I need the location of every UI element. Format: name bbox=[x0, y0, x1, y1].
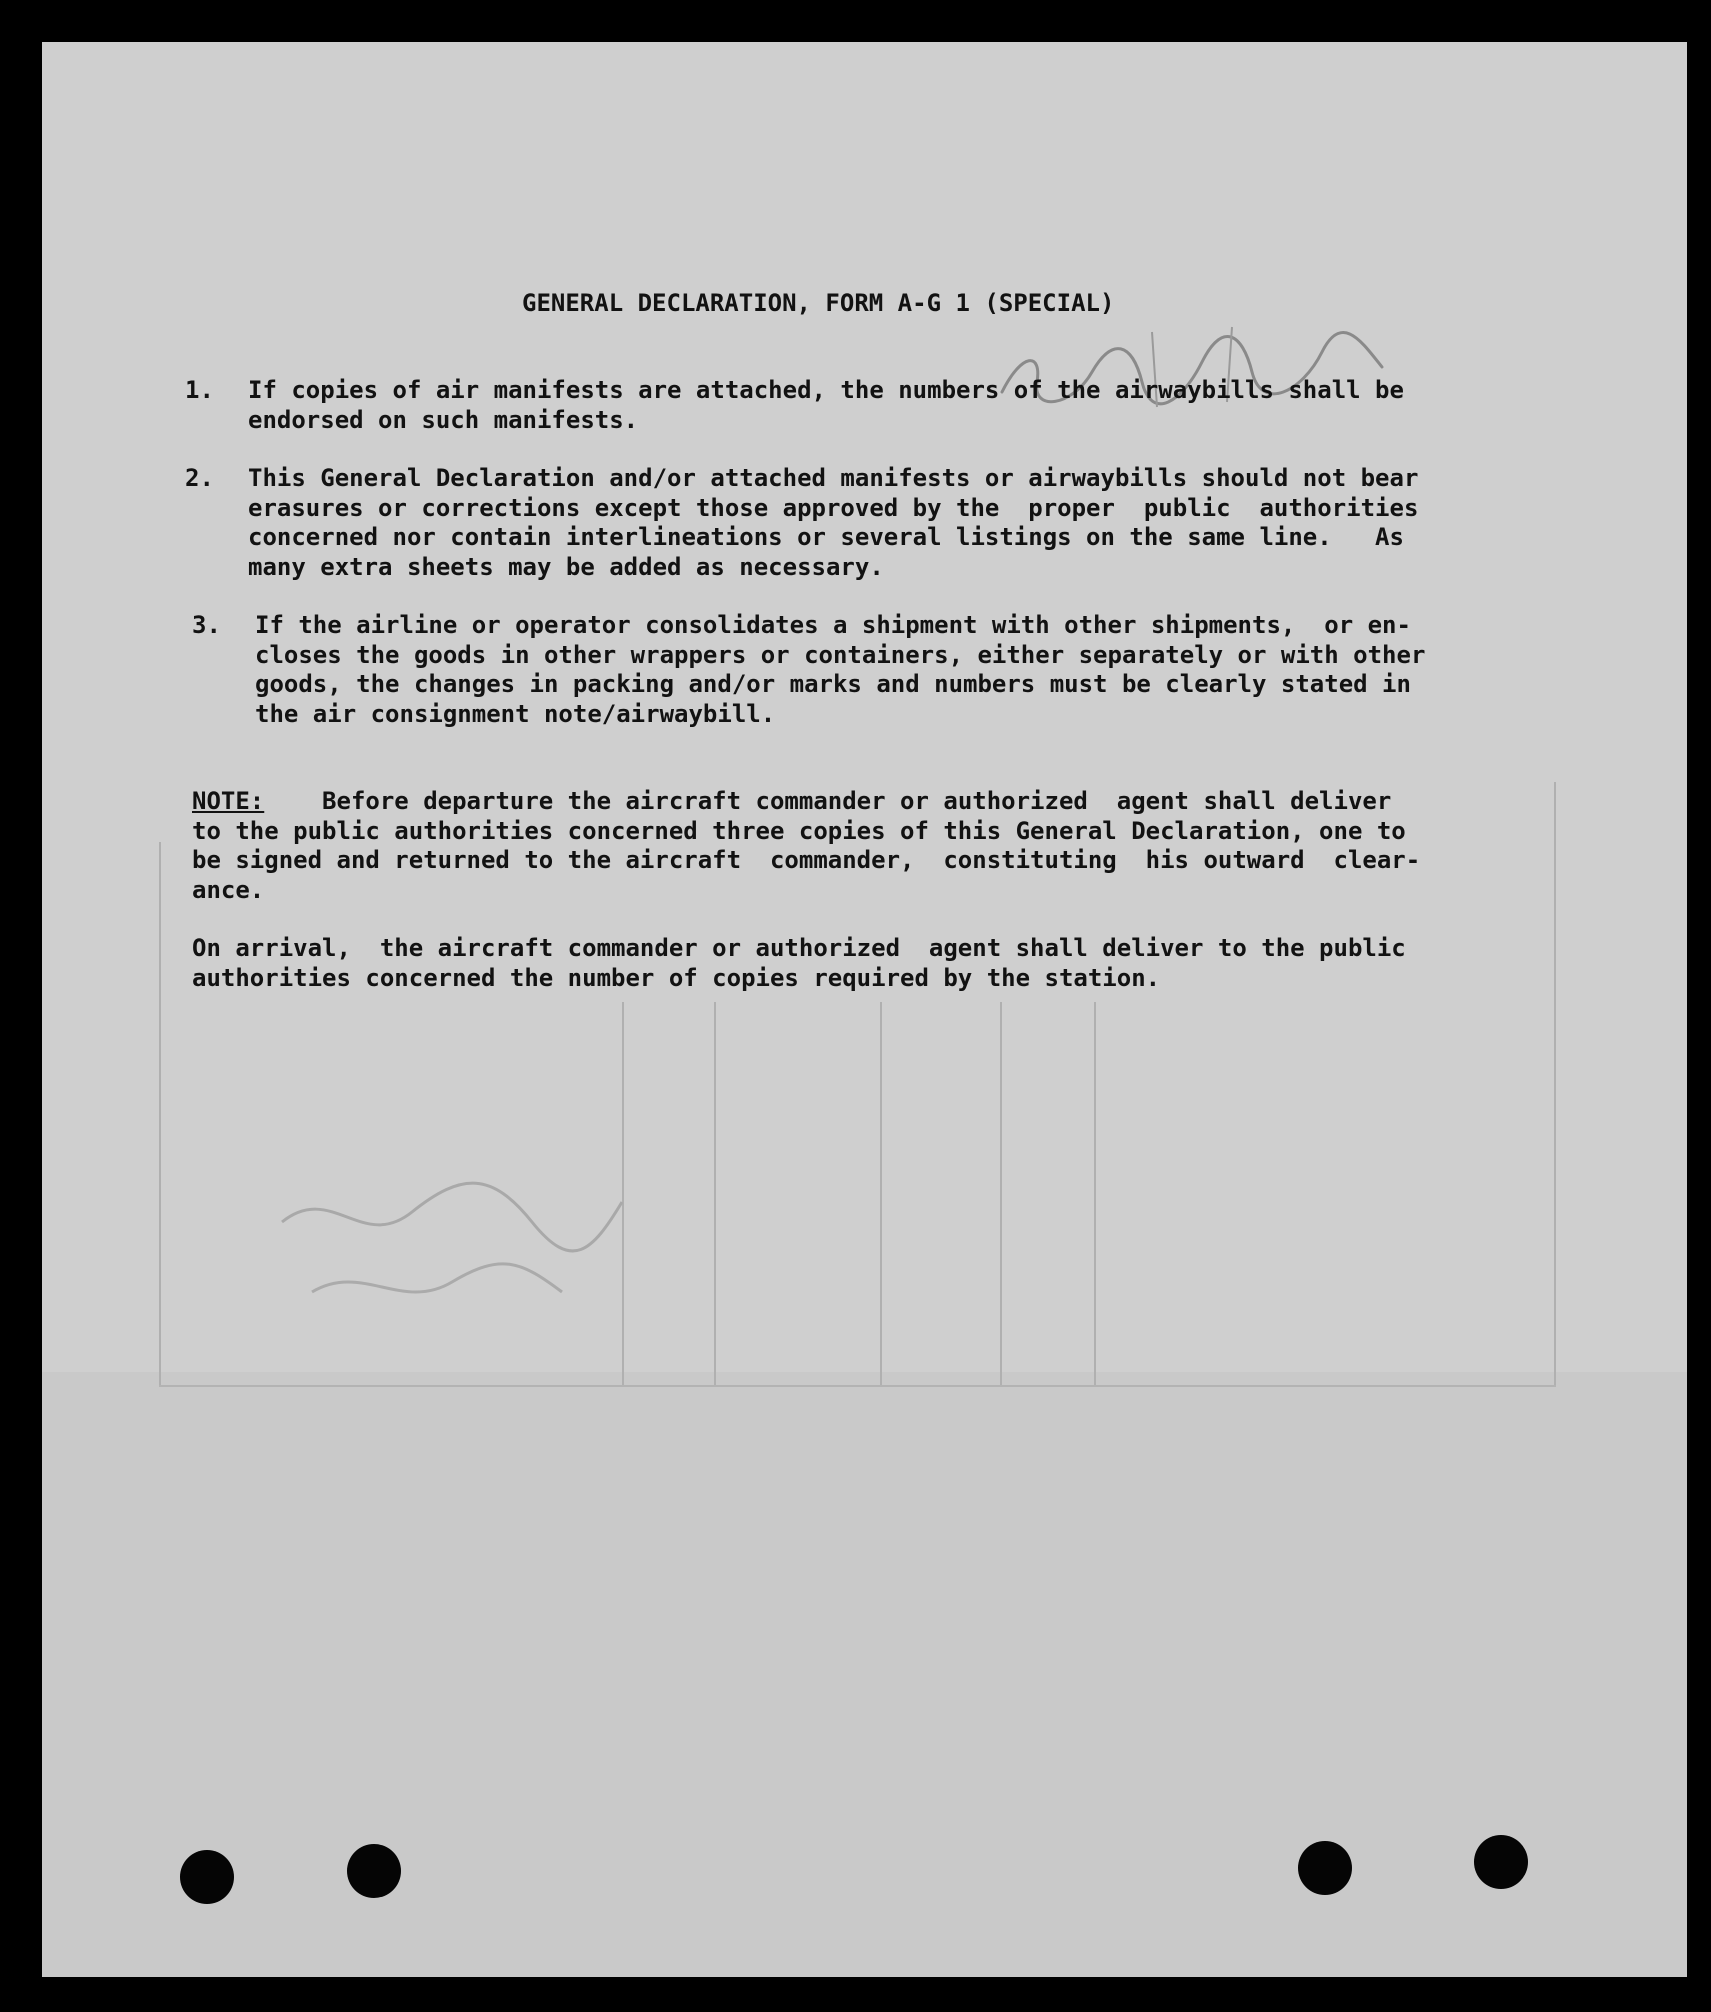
text-line: erasures or corrections except those approved by the proper public authorities bbox=[248, 493, 1419, 522]
punch-hole bbox=[347, 1844, 401, 1898]
text-line: concerned nor contain interlineations or several listings on the same line. As bbox=[248, 523, 1404, 551]
text-line: ance. bbox=[192, 875, 265, 904]
punch-hole bbox=[1298, 1841, 1352, 1895]
item-2-text bbox=[248, 464, 1418, 582]
item-1-text bbox=[248, 376, 1404, 435]
paper-lower-shade bbox=[42, 1372, 1687, 1977]
bleed-through-line bbox=[159, 842, 161, 1387]
text-line: If copies of air manifests are attached, the numbers of the airwaybills shall be bbox=[248, 376, 1404, 404]
bleed-through-line bbox=[1554, 782, 1556, 1387]
arrival-paragraph bbox=[192, 934, 1406, 993]
text-line: authorities concerned the number of copies required by the station. bbox=[192, 963, 1161, 992]
document-title: GENERAL DECLARATION, FORM A-G 1 (SPECIAL) bbox=[522, 289, 1115, 317]
bleed-through-line bbox=[1094, 1002, 1096, 1387]
text-line: If the airline or operator consolidates a shipment with other shipments, or en- bbox=[255, 611, 1411, 639]
text-line: be signed and returned to the aircraft commander, constituting his outward clear- bbox=[192, 846, 1421, 874]
item-number: 1. bbox=[185, 376, 214, 404]
note-label: NOTE: bbox=[192, 787, 265, 815]
text-line: the air consignment note/airwaybill. bbox=[255, 699, 776, 728]
bleed-through-line bbox=[714, 1002, 716, 1387]
note-paragraph bbox=[192, 787, 1420, 905]
paper-sheet bbox=[42, 42, 1687, 1977]
text-line: to the public authorities concerned three copies of this General Declaration, one to bbox=[192, 816, 1406, 845]
text-line: endorsed on such manifests. bbox=[248, 405, 639, 434]
bleed-through-line bbox=[880, 1002, 882, 1387]
faint-handwriting bbox=[272, 1162, 632, 1322]
punch-hole bbox=[1474, 1835, 1528, 1889]
text-line: Before departure the aircraft commander or authorized agent shall deliver bbox=[264, 787, 1392, 815]
item-3-text bbox=[255, 611, 1425, 729]
text-line: closes the goods in other wrappers or containers, either separately or with other bbox=[255, 640, 1426, 669]
item-number: 2. bbox=[185, 464, 214, 492]
bleed-through-line bbox=[1000, 1002, 1002, 1387]
item-number: 3. bbox=[192, 611, 221, 639]
text-line: goods, the changes in packing and/or marks and numbers must be clearly stated in bbox=[255, 670, 1411, 698]
text-line: This General Declaration and/or attached manifests or airwaybills should not bear bbox=[248, 464, 1419, 492]
text-line: On arrival, the aircraft commander or authorized agent shall deliver to the public bbox=[192, 934, 1406, 962]
bleed-through-line bbox=[159, 1385, 1556, 1387]
punch-hole bbox=[180, 1850, 234, 1904]
text-line: many extra sheets may be added as necessary. bbox=[248, 552, 884, 581]
